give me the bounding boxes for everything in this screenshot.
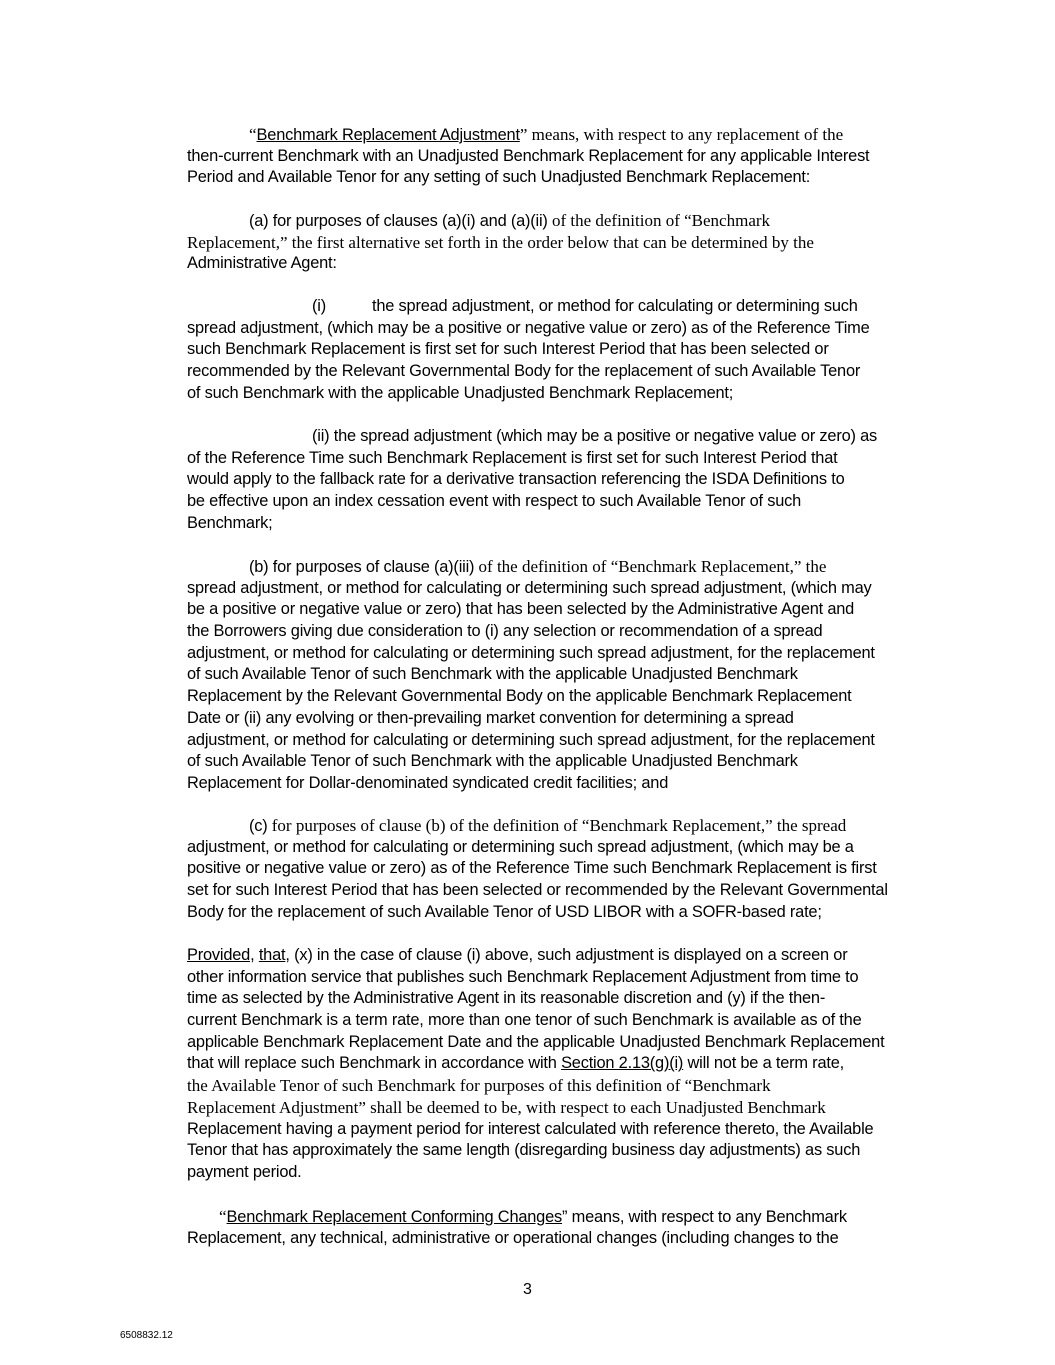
text-line: (ii) the spread adjustment (which may be a positive or negative value or zero) as bbox=[312, 427, 878, 445]
provided-term: Provided, bbox=[187, 946, 255, 964]
clause-a-i bbox=[187, 296, 932, 404]
clause-b-lead: (b) for purposes of clause (a)(iii) bbox=[249, 558, 475, 576]
text-line: the Borrowers giving due consideration to (i) any selection or recommendation of a spread bbox=[187, 622, 823, 641]
page-number: 3 bbox=[523, 1281, 532, 1298]
text-line: Replacement by the Relevant Governmental Body on the applicable Benchmark Replacement bbox=[187, 687, 852, 706]
text-line: that will replace such Benchmark in accordance with bbox=[187, 1054, 562, 1073]
text-line: Replacement, any technical, administrative or operational changes (including changes to the bbox=[187, 1228, 839, 1247]
clause-c bbox=[187, 815, 932, 923]
text-line: applicable Benchmark Replacement Date and the applicable Unadjusted Benchmark Replacement bbox=[187, 1032, 885, 1051]
text-line: of such Available Tenor of such Benchmark with the applicable Unadjusted Benchmark bbox=[187, 752, 798, 771]
clause-a-text: of the definition of “Benchmark bbox=[547, 211, 771, 230]
definition-text: ” means, with respect to any Benchmark bbox=[562, 1208, 847, 1226]
text-line: adjustment, or method for calculating or determining such spread adjustment, (which may be a bbox=[187, 837, 854, 856]
text-line: of such Benchmark with the applicable Unadjusted Benchmark Replacement; bbox=[187, 383, 734, 402]
definition-benchmark-replacement-adjustment bbox=[187, 124, 932, 189]
text-line: be effective upon an index cessation event with respect to such Available Tenor of such bbox=[187, 492, 802, 511]
text-line: other information service that publishes such Benchmark Replacement Adjustment from time to bbox=[187, 967, 859, 986]
text-line: Replacement Adjustment” shall be deemed to be, with respect to each Unadjusted Benchmark bbox=[187, 1097, 826, 1117]
text-line: Replacement,” the first alternative set forth in the order below that can be determined by the bbox=[187, 232, 814, 252]
clause-b-text: of the definition of “Benchmark Replacement,” the bbox=[474, 557, 827, 576]
document-id: 6508832.12 bbox=[120, 1330, 173, 1341]
text-line: Replacement having a payment period for interest calculated with reference thereto, the Available bbox=[187, 1119, 874, 1138]
definition-text: ” means, with respect to any replacement of the bbox=[519, 125, 844, 144]
clause-a-lead: (a) for purposes of clauses (a)(i) and (a)(ii) bbox=[249, 212, 548, 230]
text-line: Administrative Agent: bbox=[187, 254, 337, 273]
definition-benchmark-replacement-conforming-changes bbox=[187, 1206, 932, 1249]
open-quote: “ bbox=[249, 125, 257, 144]
clause-a bbox=[187, 210, 932, 275]
text-line: the Available Tenor of such Benchmark for purposes of this definition of “Benchmark bbox=[187, 1076, 771, 1096]
that-term: that bbox=[258, 946, 286, 964]
clause-c-lead: (c) bbox=[249, 817, 268, 835]
text-line: spread adjustment, (which may be a positive or negative value or zero) as of the Reference Time bbox=[187, 318, 870, 337]
text-line: then-current Benchmark with an Unadjusted Benchmark Replacement for any applicable Interest bbox=[187, 146, 870, 165]
text-line: will not be a term rate, bbox=[683, 1054, 844, 1073]
text-line: Tenor that has approximately the same length (disregarding business day adjustments) as such bbox=[187, 1141, 861, 1160]
text-line: Date or (ii) any evolving or then-prevailing market convention for determining a spread bbox=[187, 708, 794, 727]
text-line: of such Available Tenor of such Benchmark with the applicable Unadjusted Benchmark bbox=[187, 665, 798, 684]
clause-marker: (i) bbox=[312, 297, 326, 315]
text-line: spread adjustment, or method for calculating or determining such spread adjustment, (which may bbox=[187, 578, 872, 597]
text-line: payment period. bbox=[187, 1162, 302, 1181]
text-line: Body for the replacement of such Available Tenor of USD LIBOR with a SOFR-based rate; bbox=[187, 902, 822, 921]
open-quote: “ bbox=[219, 1207, 227, 1226]
defined-term: Benchmark Replacement Adjustment bbox=[256, 126, 520, 144]
text-line: positive or negative value or zero) as of the Reference Time such Benchmark Replacement is first bbox=[187, 859, 877, 878]
clause-c-text: for purposes of clause (b) of the definition of “Benchmark Replacement,” the spread bbox=[267, 816, 847, 835]
text-line: set for such Interest Period that has been selected or recommended by the Relevant Governmental bbox=[187, 881, 888, 900]
text-line: such Benchmark Replacement is first set for such Interest Period that has been selected or bbox=[187, 340, 829, 359]
section-reference: Section 2.13(g)(i) bbox=[561, 1054, 684, 1073]
text-line: adjustment, or method for calculating or determining such spread adjustment, for the replacement bbox=[187, 730, 875, 749]
proviso bbox=[187, 945, 932, 1184]
text-line: be a positive or negative value or zero) that has been selected by the Administrative Agent and bbox=[187, 600, 855, 619]
text-line: recommended by the Relevant Governmental Body for the replacement of such Available Tenor bbox=[187, 362, 861, 381]
text-line: Replacement for Dollar-denominated syndicated credit facilities; and bbox=[187, 773, 669, 792]
clause-a-ii bbox=[187, 426, 932, 534]
text-line: , (x) in the case of clause (i) above, such adjustment is displayed on a screen or bbox=[285, 946, 848, 964]
defined-term: Benchmark Replacement Conforming Changes bbox=[226, 1208, 563, 1226]
clause-b bbox=[187, 556, 932, 795]
text-line: Benchmark; bbox=[187, 513, 273, 532]
text-line: time as selected by the Administrative Agent in its reasonable discretion and (y) if the then- bbox=[187, 989, 826, 1008]
text-line: Period and Available Tenor for any setting of such Unadjusted Benchmark Replacement: bbox=[187, 168, 811, 187]
text-line: adjustment, or method for calculating or determining such spread adjustment, for the replacement bbox=[187, 643, 875, 662]
text-line: of the Reference Time such Benchmark Replacement is first set for such Interest Period that bbox=[187, 448, 838, 467]
text-line: would apply to the fallback rate for a derivative transaction referencing the ISDA Definitions to bbox=[187, 470, 845, 489]
text-line: the spread adjustment, or method for calculating or determining such bbox=[372, 297, 858, 315]
text-line: current Benchmark is a term rate, more than one tenor of such Benchmark is available as of the bbox=[187, 1011, 862, 1030]
